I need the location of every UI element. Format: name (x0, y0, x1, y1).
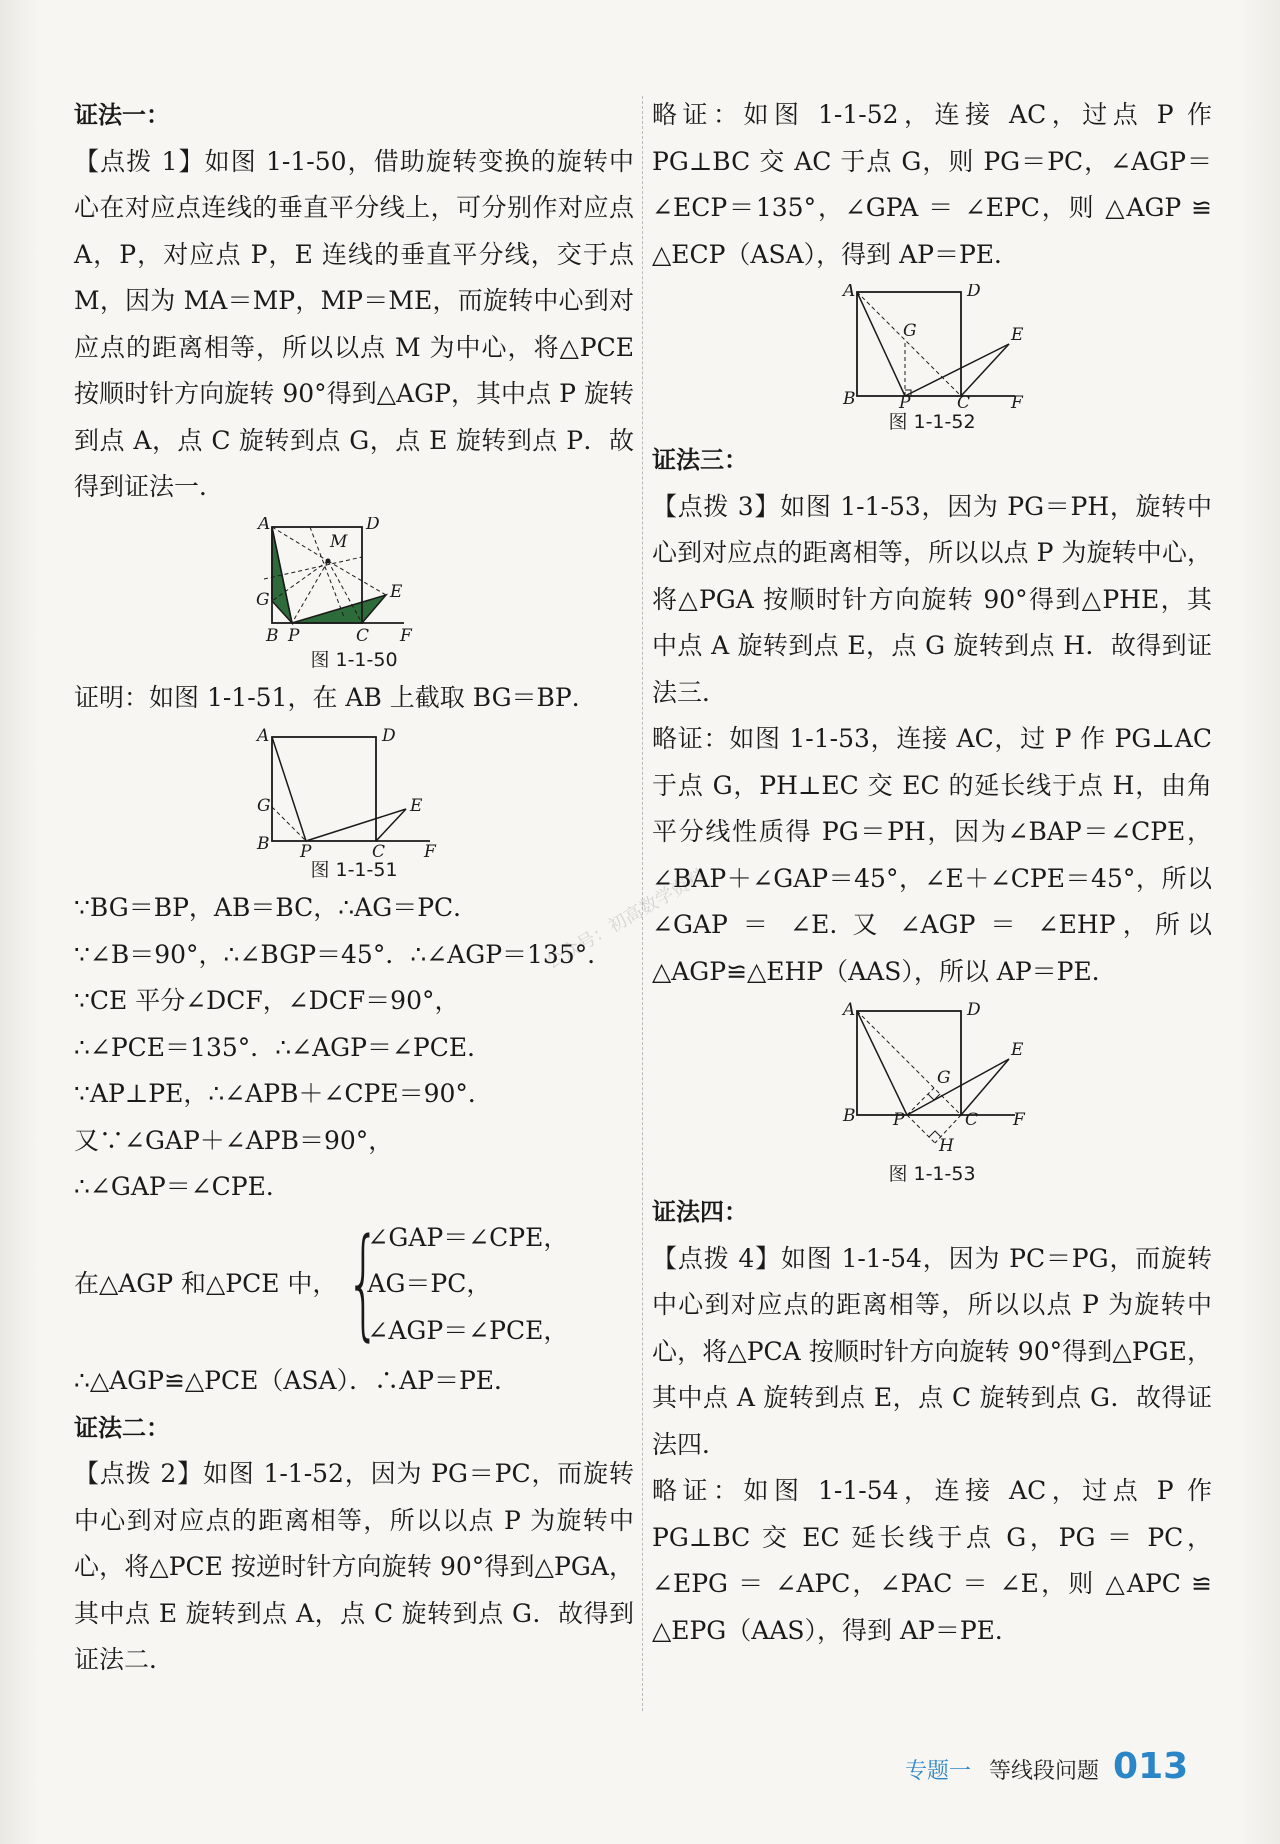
fig52-label-E: E (1011, 325, 1024, 345)
fig52-label-G: G (903, 321, 917, 341)
fig51-label-P: P (300, 842, 312, 857)
congruence-lead: 在△AGP 和△PCE 中， (74, 1269, 338, 1298)
fig50-label-B: B (266, 625, 279, 646)
fig53-label-P: P (893, 1110, 905, 1130)
fig51-label-E: E (410, 796, 423, 816)
figure-1-1-50-diagram (254, 517, 454, 647)
fig53-label-H: H (939, 1136, 954, 1156)
page-footer (905, 1746, 1225, 1786)
hint-2-paragraph: 【点拨 2】如图 1-1-52，因为 PG＝PC，而旋转中心到对应点的距离相等，所以以点 P 为旋转中心，将△PCE 按逆时针方向旋转 90°得到△PGA，其中点 E 旋转到点 A，点 C 旋转到点 G．故得到证法二． (74, 1459, 634, 1674)
left-column (74, 92, 634, 1684)
fig53-label-B: B (843, 1106, 856, 1126)
proof-line-2: ∵∠B＝90°，∴∠BGP＝45°．∴∠AGP＝135°． (74, 939, 613, 969)
hint-3-paragraph: 【点拨 3】如图 1-1-53，因为 PG＝PH，旋转中心到对应点的距离相等，所以以点 P 为旋转中心，将△PGA 按顺时针方向旋转 90°得到△PHE，其中点 A 旋转到点 E，点 G 旋转到点 H．故得到证法三． (652, 491, 1212, 707)
figure-1-1-50 (74, 517, 634, 673)
fig53-label-D: D (967, 1001, 981, 1020)
proof-line-1: ∵BG＝BP，AB＝BC，∴AG＝PC． (74, 893, 479, 922)
figure-1-1-51-caption: 图 1-1-51 (310, 859, 398, 881)
footer-title: 等线段问题 (989, 1759, 1100, 1784)
proof-line-3: ∵CE 平分∠DCF，∠DCF＝90°， (74, 986, 460, 1015)
fig51-label-D: D (382, 727, 396, 746)
fig50-label-E: E (390, 581, 403, 602)
fig50-label-A: A (258, 516, 271, 534)
fig50-label-D: D (366, 516, 380, 534)
proof-intro: 证明：如图 1-1-51，在 AB 上截取 BG＝BP． (74, 682, 597, 712)
hint-4-paragraph: 【点拨 4】如图 1-1-54，因为 PC＝PG，而旋转中心到对应点的距离相等，所以以点 P 为旋转中心，将△PCA 按顺时针方向旋转 90°得到△PGE，其中点 A 旋转到点 E，点 C 旋转到点 G．故得证法四． (652, 1243, 1212, 1459)
section-heading-3: 证法三： (652, 446, 748, 474)
figure-1-1-53 (652, 1001, 1212, 1187)
fig53-label-E: E (1011, 1040, 1024, 1060)
condition-2: AG＝PC， (367, 1269, 492, 1298)
fig50-label-G: G (256, 589, 270, 610)
fig53-label-F: F (1013, 1110, 1025, 1130)
proof-line-4: ∴∠PCE＝135°．∴∠AGP＝∠PCE． (74, 1032, 493, 1062)
fig51-label-G: G (257, 796, 271, 816)
fig50-label-P: P (288, 625, 300, 646)
congruence-system (74, 1215, 634, 1355)
sketch-proof-2: 略证：如图 1-1-52，连接 AC，过点 P 作 PG⊥BC 交 AC 于点 G，则 PG＝PC，∠AGP＝∠ECP＝135°，∠GPA ＝ ∠EPC，则 △AGP ≌ △ECP（ASA），得到 AP＝PE． (652, 100, 1212, 269)
fig53-label-A: A (843, 1001, 856, 1020)
figure-1-1-52-caption: 图 1-1-52 (888, 411, 976, 433)
proof-conclusion: ∴△AGP≌△PCE（ASA）．∴AP＝PE． (74, 1366, 520, 1395)
fig53-label-G: G (937, 1068, 951, 1088)
fig52-label-D: D (967, 284, 981, 301)
sketch-proof-4: 略证：如图 1-1-54，连接 AC，过点 P 作 PG⊥BC 交 EC 延长线于点 G，PG ＝ PC，∠EPG ＝ ∠APC，∠PAC ＝ ∠E，则 △APC ≌ △EPG（AAS），得到 AP＝PE． (652, 1476, 1212, 1645)
figure-1-1-52-diagram (827, 284, 1037, 409)
section-heading-4: 证法四： (652, 1198, 748, 1226)
fig53-label-C: C (965, 1110, 979, 1130)
figure-1-1-53-diagram (827, 1001, 1037, 1161)
fig50-label-C: C (356, 625, 370, 646)
figure-1-1-51 (74, 727, 634, 883)
fig52-label-F: F (1011, 393, 1023, 409)
fig51-label-A: A (257, 727, 270, 746)
proof-line-7: ∴∠GAP＝∠CPE． (74, 1172, 291, 1201)
congruence-conditions (367, 1215, 568, 1355)
section-heading-2: 证法二： (74, 1413, 170, 1442)
fig52-label-A: A (843, 284, 856, 301)
figure-1-1-50-caption: 图 1-1-50 (310, 648, 398, 671)
condition-1: ∠GAP＝∠CPE， (367, 1222, 569, 1252)
fig50-label-F: F (400, 625, 412, 646)
fig51-label-B: B (257, 834, 270, 854)
condition-3: ∠AGP＝∠PCE， (367, 1315, 569, 1345)
figure-1-1-51-diagram (254, 727, 454, 857)
footer-topic: 专题一 (905, 1759, 972, 1784)
hint-1-paragraph: 【点拨 1】如图 1-1-50，借助旋转变换的旋转中心在对应点连线的垂直平分线上，可分别作对应点 A，P，对应点 P，E 连线的垂直平分线，交于点 M，因为 MA＝MP，MP＝ME，而旋转中心到对应点的距离相等，所以以点 M 为中心，将△PCE 按顺时针方向旋转 90°得到△AGP，其中点 P 旋转到点 A，点 C 旋转到点 G，点 E 旋转到点 P．故得到证法一． (74, 146, 634, 501)
sketch-proof-3: 略证：如图 1-1-53，连接 AC，过 P 作 PG⊥AC 于点 G，PH⊥EC 交 EC 的延长线于点 H，由角平分线性质得 PG＝PH，因为∠BAP＝∠CPE，∠BAP＋∠GAP＝45°，∠E＋∠CPE＝45°，所以∠GAP ＝ ∠E. 又 ∠AGP ＝ ∠EHP，所以△AGP≌△EHP（AAS），所以 AP＝PE． (652, 724, 1212, 986)
figure-1-1-52 (652, 284, 1212, 435)
fig50-label-M: M (330, 531, 348, 552)
watermark: 公众号：初高数学资料 (542, 865, 709, 974)
fig52-label-C: C (957, 393, 971, 409)
page-number: 013 (1113, 1746, 1189, 1787)
fig52-label-B: B (843, 389, 856, 409)
section-heading-1: 证法一： (74, 101, 170, 129)
fig52-label-P: P (899, 393, 911, 409)
fig51-label-C: C (372, 842, 386, 857)
figure-1-1-53-caption: 图 1-1-53 (888, 1163, 976, 1185)
proof-line-6: 又∵∠GAP＋∠APB＝90°， (74, 1125, 394, 1155)
proof-line-5: ∵AP⊥PE，∴∠APB＋∠CPE＝90°． (74, 1079, 493, 1108)
left-brace: { (346, 1214, 381, 1354)
fig51-label-F: F (424, 842, 436, 857)
right-column (652, 92, 1212, 1654)
